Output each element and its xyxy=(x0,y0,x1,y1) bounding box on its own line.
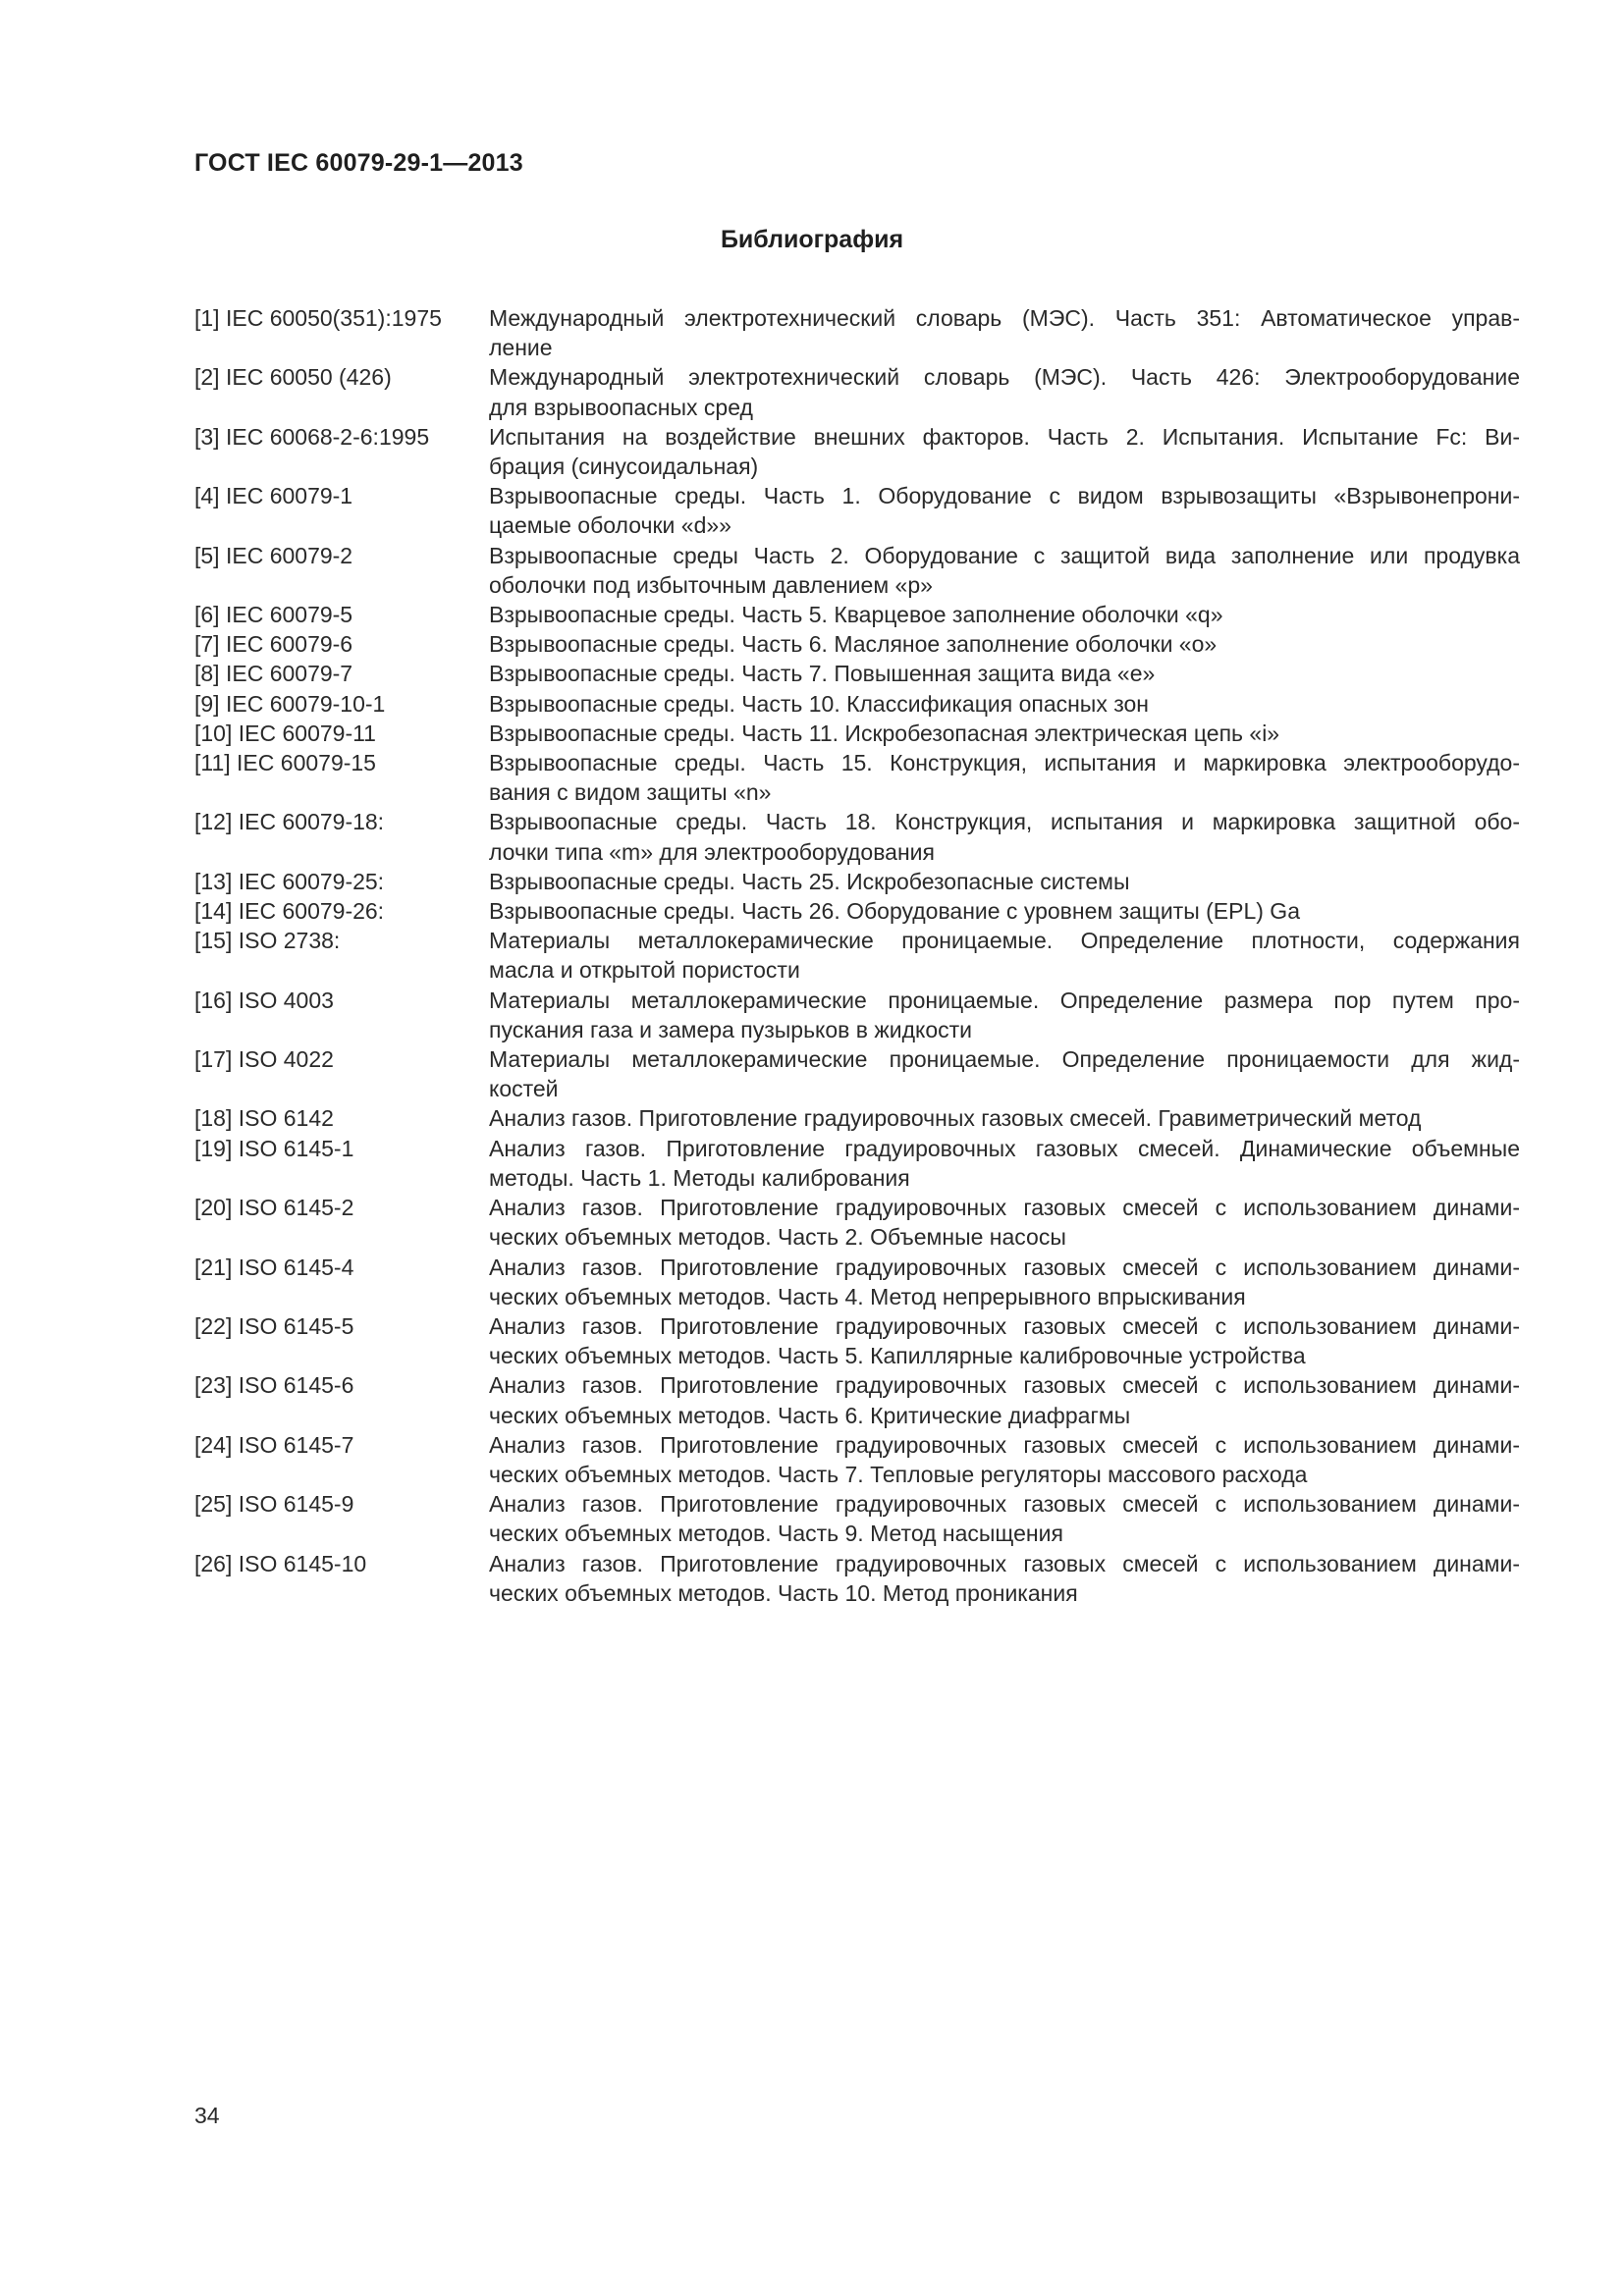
bibliography-ref: [15] ISO 2738: xyxy=(194,928,341,954)
bibliography-title-line: ческих объемных методов. Часть 10. Метод проникания xyxy=(489,1579,1078,1606)
bibliography-title xyxy=(489,1193,1520,1252)
bibliography-ref: [5] IEC 60079-2 xyxy=(194,542,353,568)
bibliography-entry xyxy=(194,719,1520,748)
bibliography-ref: [24] ISO 6145-7 xyxy=(194,1431,354,1458)
bibliography-ref: [8] IEC 60079-7 xyxy=(194,661,353,687)
bibliography-title-line: ческих объемных методов. Часть 2. Объемные насосы xyxy=(489,1224,1066,1251)
bibliography-entry xyxy=(194,1134,1520,1193)
bibliography-entry xyxy=(194,1549,1520,1608)
bibliography-entry xyxy=(194,422,1520,481)
bibliography-title-line: Анализ газов. Приготовление градуировочных газовых смесей. Гравиметрический метод xyxy=(489,1105,1422,1132)
bibliography-title-line: Взрывоопасные среды. Часть 25. Искробезопасные системы xyxy=(489,868,1130,894)
bibliography-ref: [21] ISO 6145-4 xyxy=(194,1254,354,1280)
bibliography-title-line: Взрывоопасные среды. Часть 5. Кварцевое заполнение оболочки «q» xyxy=(489,602,1223,628)
bibliography-title-line: Анализ газов. Приготовление градуировочных газовых смесей с использованием динами- xyxy=(489,1312,1520,1339)
bibliography-title-line: вания с видом защиты «n» xyxy=(489,779,772,806)
bibliography-ref: [11] IEC 60079-15 xyxy=(194,750,376,776)
bibliography-entry xyxy=(194,481,1520,540)
bibliography-title xyxy=(489,689,1520,719)
bibliography-title xyxy=(489,422,1520,481)
bibliography-title xyxy=(489,1253,1520,1311)
bibliography-title-line: методы. Часть 1. Методы калибрования xyxy=(489,1164,910,1191)
bibliography-ref: [10] IEC 60079-11 xyxy=(194,720,376,746)
bibliography-title-line: ческих объемных методов. Часть 9. Метод насыщения xyxy=(489,1521,1063,1547)
bibliography-ref: [18] ISO 6142 xyxy=(194,1105,334,1132)
bibliography-title-line: масла и открытой пористости xyxy=(489,957,800,984)
bibliography-ref: [17] ISO 4022 xyxy=(194,1046,334,1073)
bibliography-title-line: Взрывоопасные среды. Часть 11. Искробезопасная электрическая цепь «i» xyxy=(489,720,1280,746)
bibliography-entry xyxy=(194,896,1520,926)
section-title: Библиография xyxy=(720,226,904,253)
bibliography-title-line: Международный электротехнический словарь (МЭС). Часть 351: Автоматическое управ- xyxy=(489,305,1520,331)
bibliography-ref: [16] ISO 4003 xyxy=(194,987,334,1013)
bibliography-title xyxy=(489,362,1520,421)
bibliography-title-line: Взрывоопасные среды. Часть 1. Оборудование с видом взрывозащиты «Взрывонепрони- xyxy=(489,483,1520,509)
bibliography-title xyxy=(489,748,1520,807)
bibliography-title-line: для взрывоопасных сред xyxy=(489,394,753,420)
bibliography-title-line: ление xyxy=(489,335,553,361)
bibliography-ref: [19] ISO 6145-1 xyxy=(194,1135,354,1161)
bibliography-title-line: Анализ газов. Приготовление градуировочных газовых смесей с использованием динами- xyxy=(489,1372,1520,1399)
bibliography-ref: [9] IEC 60079-10-1 xyxy=(194,690,386,717)
bibliography-title-line: ческих объемных методов. Часть 6. Критические диафрагмы xyxy=(489,1402,1131,1428)
bibliography-title xyxy=(489,481,1520,540)
bibliography-title xyxy=(489,1430,1520,1489)
bibliography-entry xyxy=(194,926,1520,985)
bibliography-title-line: Взрывоопасные среды. Часть 15. Конструкция, испытания и маркировка электрооборудо- xyxy=(489,750,1520,776)
bibliography-title-line: Материалы металлокерамические проницаемые. Определение плотности, содержания xyxy=(489,928,1520,954)
bibliography-entry xyxy=(194,1311,1520,1370)
bibliography-ref: [22] ISO 6145-5 xyxy=(194,1312,354,1339)
bibliography-title-line: Материалы металлокерамические проницаемые. Определение размера пор путем про- xyxy=(489,987,1520,1013)
bibliography-title xyxy=(489,1134,1520,1193)
bibliography-title-line: Анализ газов. Приготовление градуировочных газовых смесей с использованием динами- xyxy=(489,1195,1520,1221)
bibliography-title-line: Взрывоопасные среды. Часть 10. Классификация опасных зон xyxy=(489,690,1150,717)
bibliography-list xyxy=(194,303,1520,1608)
bibliography-title-line: Международный электротехнический словарь (МЭС). Часть 426: Электрооборудование xyxy=(489,364,1520,391)
bibliography-ref: [2] IEC 60050 (426) xyxy=(194,364,392,391)
bibliography-title-line: ческих объемных методов. Часть 7. Тепловые регуляторы массового расхода xyxy=(489,1461,1308,1487)
bibliography-title-line: Анализ газов. Приготовление градуировочных газовых смесей с использованием динами- xyxy=(489,1550,1520,1576)
bibliography-title-line: Анализ газов. Приготовление градуировочных газовых смесей. Динамические объемные xyxy=(489,1135,1520,1161)
bibliography-title-line: Анализ газов. Приготовление градуировочных газовых смесей с использованием динами- xyxy=(489,1431,1520,1458)
bibliography-entry xyxy=(194,1489,1520,1548)
bibliography-title xyxy=(489,541,1520,600)
page-number: 34 xyxy=(194,2103,220,2128)
bibliography-title-line: Взрывоопасные среды. Часть 6. Масляное заполнение оболочки «о» xyxy=(489,631,1218,658)
bibliography-title xyxy=(489,1311,1520,1370)
bibliography-ref: [4] IEC 60079-1 xyxy=(194,483,353,509)
bibliography-title xyxy=(489,1489,1520,1548)
bibliography-title-line: цаемые оболочки «d»» xyxy=(489,512,731,539)
bibliography-entry xyxy=(194,1430,1520,1489)
bibliography-entry xyxy=(194,1370,1520,1429)
bibliography-title-line: Анализ газов. Приготовление градуировочных газовых смесей с использованием динами- xyxy=(489,1491,1520,1518)
bibliography-entry xyxy=(194,659,1520,688)
bibliography-title-line: пускания газа и замера пузырьков в жидкости xyxy=(489,1016,973,1042)
bibliography-title-line: лочки типа «m» для электрооборудования xyxy=(489,838,935,865)
bibliography-entry xyxy=(194,303,1520,362)
bibliography-title-line: ческих объемных методов. Часть 5. Капиллярные калибровочные устройства xyxy=(489,1343,1306,1369)
bibliography-title-line: Анализ газов. Приготовление градуировочных газовых смесей с использованием динами- xyxy=(489,1254,1520,1280)
bibliography-ref: [25] ISO 6145-9 xyxy=(194,1491,354,1518)
document-header: ГОСТ IEC 60079-29-1—2013 xyxy=(194,149,523,177)
bibliography-entry xyxy=(194,986,1520,1044)
bibliography-title xyxy=(489,1549,1520,1608)
bibliography-entry xyxy=(194,362,1520,421)
bibliography-ref: [23] ISO 6145-6 xyxy=(194,1372,354,1399)
bibliography-ref: [13] IEC 60079-25: xyxy=(194,868,385,894)
bibliography-title xyxy=(489,600,1520,629)
bibliography-ref: [3] IEC 60068-2-6:1995 xyxy=(194,423,430,450)
bibliography-title-line: брация (синусоидальная) xyxy=(489,454,759,480)
bibliography-title-line: Испытания на воздействие внешних факторов. Часть 2. Испытания. Испытание Fc: Ви- xyxy=(489,423,1520,450)
bibliography-title xyxy=(489,719,1520,748)
bibliography-ref: [1] IEC 60050(351):1975 xyxy=(194,305,442,331)
bibliography-title xyxy=(489,303,1520,362)
bibliography-title xyxy=(489,1044,1520,1103)
bibliography-title-line: ческих объемных методов. Часть 4. Метод непрерывного впрыскивания xyxy=(489,1283,1246,1309)
bibliography-title xyxy=(489,896,1520,926)
bibliography-entry xyxy=(194,1193,1520,1252)
bibliography-title-line: Взрывоопасные среды Часть 2. Оборудование с защитой вида заполнение или продувка xyxy=(489,542,1520,568)
bibliography-entry xyxy=(194,629,1520,659)
bibliography-ref: [12] IEC 60079-18: xyxy=(194,809,385,835)
bibliography-title xyxy=(489,1370,1520,1429)
bibliography-ref: [20] ISO 6145-2 xyxy=(194,1195,354,1221)
bibliography-ref: [6] IEC 60079-5 xyxy=(194,602,353,628)
bibliography-title-line: оболочки под избыточным давлением «р» xyxy=(489,571,933,598)
bibliography-entry xyxy=(194,689,1520,719)
bibliography-title-line: Взрывоопасные среды. Часть 7. Повышенная защита вида «е» xyxy=(489,661,1156,687)
bibliography-title-line: Взрывоопасные среды. Часть 26. Оборудование с уровнем защиты (EPL) Ga xyxy=(489,898,1300,925)
bibliography-entry xyxy=(194,748,1520,807)
bibliography-title xyxy=(489,867,1520,896)
bibliography-title xyxy=(489,659,1520,688)
bibliography-entry xyxy=(194,807,1520,866)
bibliography-ref: [26] ISO 6145-10 xyxy=(194,1550,367,1576)
bibliography-title xyxy=(489,807,1520,866)
bibliography-title-line: Взрывоопасные среды. Часть 18. Конструкция, испытания и маркировка защитной обо- xyxy=(489,809,1520,835)
bibliography-title xyxy=(489,629,1520,659)
bibliography-title-line: Материалы металлокерамические проницаемые. Определение проницаемости для жид- xyxy=(489,1046,1520,1073)
bibliography-entry xyxy=(194,867,1520,896)
bibliography-entry xyxy=(194,600,1520,629)
bibliography-title xyxy=(489,986,1520,1044)
bibliography-title xyxy=(489,926,1520,985)
bibliography-entry xyxy=(194,1253,1520,1311)
bibliography-title-line: костей xyxy=(489,1076,559,1102)
bibliography-ref: [7] IEC 60079-6 xyxy=(194,631,353,658)
bibliography-ref: [14] IEC 60079-26: xyxy=(194,898,385,925)
bibliography-entry xyxy=(194,1103,1520,1133)
bibliography-entry xyxy=(194,1044,1520,1103)
bibliography-title xyxy=(489,1103,1520,1133)
bibliography-entry xyxy=(194,541,1520,600)
